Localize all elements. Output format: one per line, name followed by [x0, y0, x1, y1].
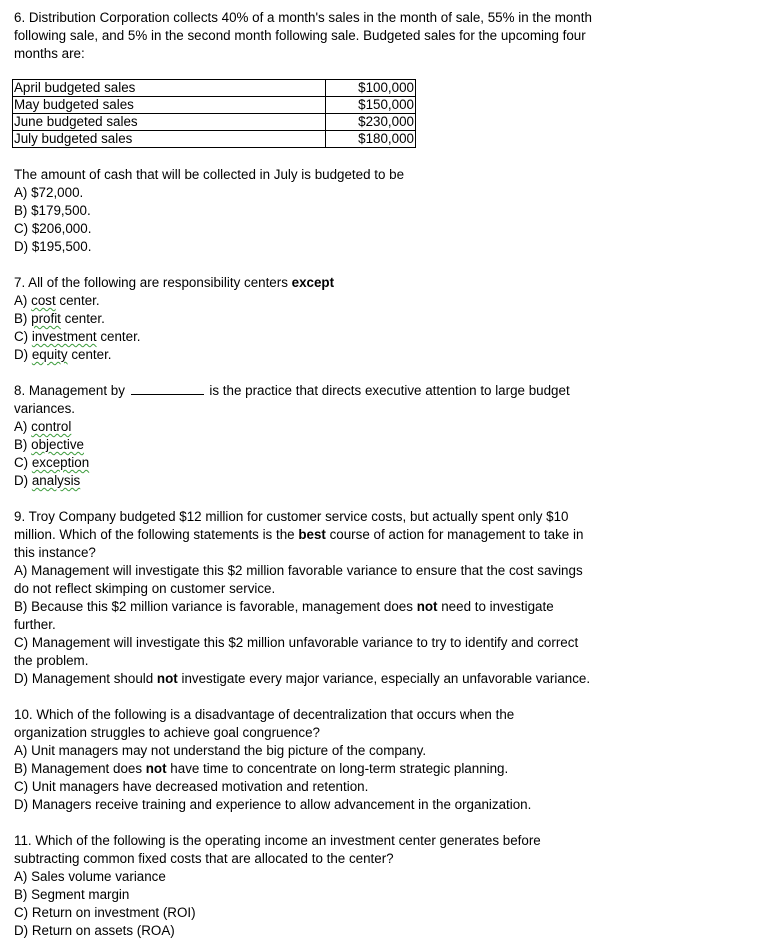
option-letter: B) — [14, 437, 32, 452]
q8-stem-line-2: variances. — [14, 401, 76, 416]
option-rest: center. — [67, 347, 112, 362]
option-emphasis: not — [416, 599, 438, 614]
option-text: B) Because this $2 million variance is favorable, management does — [14, 599, 417, 614]
q9-option-d — [14, 670, 714, 688]
option-rest: center. — [55, 293, 100, 308]
row-label: June budgeted sales — [13, 114, 326, 131]
table-row — [13, 80, 416, 97]
question-11 — [14, 832, 714, 940]
q6-option-a: A) $72,000. — [14, 185, 84, 200]
row-value: $230,000 — [326, 114, 416, 131]
q11-option-b: B) Segment margin — [14, 887, 130, 902]
q8-stem-start: 8. Management by — [14, 383, 125, 398]
option-text: D) Management should — [14, 671, 157, 686]
q9-stem-line-2 — [14, 526, 714, 544]
option-letter: D) — [14, 347, 32, 362]
row-label: May budgeted sales — [13, 97, 326, 114]
q7-option-a — [14, 292, 714, 310]
option-letter: C) — [14, 329, 32, 344]
q8-stem — [14, 382, 714, 400]
row-label: July budgeted sales — [13, 131, 326, 148]
fill-in-blank — [131, 382, 204, 395]
table-row — [13, 97, 416, 114]
question-8 — [14, 382, 714, 490]
option-text-end: need to investigate — [437, 599, 554, 614]
q6-question: The amount of cash that will be collected in July is budgeted to be — [14, 167, 405, 182]
q11-stem-line-1: 11. Which of the following is the operating income an investment center generates before — [14, 833, 541, 848]
question-9 — [14, 508, 714, 688]
budgeted-sales-table — [12, 79, 416, 148]
q6-stem-line-3: months are: — [14, 46, 85, 61]
row-value: $150,000 — [326, 97, 416, 114]
option-text-end: have time to concentrate on long-term strategic planning. — [166, 761, 509, 776]
row-value: $100,000 — [326, 80, 416, 97]
q9-stem-text-end: course of action for management to take in — [325, 527, 584, 542]
q9-stem-line-3: this instance? — [14, 545, 96, 560]
q9-option-c-line-2: the problem. — [14, 653, 89, 668]
q9-option-b-line-2: further. — [14, 617, 56, 632]
q10-option-b — [14, 760, 714, 778]
option-emphasis: not — [156, 671, 178, 686]
option-word: cost — [31, 293, 56, 308]
q7-option-b — [14, 310, 714, 328]
option-word: investment — [31, 329, 97, 344]
q7-option-c — [14, 328, 714, 346]
q9-stem-text: million. Which of the following statements is the — [14, 527, 299, 542]
q9-stem-emphasis: best — [298, 527, 326, 542]
q9-option-a-line-2: do not reflect skimping on customer service. — [14, 581, 276, 596]
row-label: April budgeted sales — [13, 80, 326, 97]
q8-option-b — [14, 436, 714, 454]
option-word: profit — [31, 311, 61, 326]
question-10 — [14, 706, 714, 814]
option-rest: center. — [96, 329, 141, 344]
q7-option-d — [14, 346, 714, 364]
q6-option-c: C) $206,000. — [14, 221, 92, 236]
q10-option-a: A) Unit managers may not understand the big picture of the company. — [14, 743, 427, 758]
option-emphasis: not — [145, 761, 167, 776]
q7-stem-text: 7. All of the following are responsibility centers — [14, 275, 292, 290]
q11-option-c: C) Return on investment (ROI) — [14, 905, 196, 920]
option-letter: B) — [14, 311, 32, 326]
option-word: objective — [31, 437, 84, 452]
option-letter: D) — [14, 473, 32, 488]
q10-stem-line-2: organization struggles to achieve goal congruence? — [14, 725, 320, 740]
option-letter: C) — [14, 455, 32, 470]
option-word: equity — [31, 347, 68, 362]
q6-stem-line-1: 6. Distribution Corporation collects 40% of a month's sales in the month of sale, 55% in the month — [14, 10, 592, 25]
q9-stem-line-1: 9. Troy Company budgeted $12 million for customer service costs, but actually spent only $10 — [14, 509, 569, 524]
q11-option-a: A) Sales volume variance — [14, 869, 166, 884]
q8-option-c — [14, 454, 714, 472]
q11-stem-line-2: subtracting common fixed costs that are allocated to the center? — [14, 851, 394, 866]
question-7 — [14, 274, 714, 364]
option-word: analysis — [31, 473, 81, 488]
q6-stem-line-2: following sale, and 5% in the second month following sale. Budgeted sales for the upcoming four — [14, 28, 586, 43]
q9-option-c-line-1: C) Management will investigate this $2 million unfavorable variance to try to identify and correct — [14, 635, 579, 650]
row-value: $180,000 — [326, 131, 416, 148]
option-word: control — [31, 419, 72, 434]
q10-option-d: D) Managers receive training and experience to allow advancement in the organization. — [14, 797, 532, 812]
document-page — [14, 9, 714, 940]
q10-stem-line-1: 10. Which of the following is a disadvantage of decentralization that occurs when the — [14, 707, 515, 722]
q8-stem-end: is the practice that directs executive attention to large budget — [209, 383, 570, 398]
q8-option-a — [14, 418, 714, 436]
q6-option-b: B) $179,500. — [14, 203, 91, 218]
question-6 — [14, 9, 714, 256]
option-letter: A) — [14, 419, 32, 434]
table-row — [13, 114, 416, 131]
q8-option-d — [14, 472, 714, 490]
q9-option-b-line-1 — [14, 598, 714, 616]
option-rest: center. — [60, 311, 105, 326]
option-text: B) Management does — [14, 761, 146, 776]
q11-option-d: D) Return on assets (ROA) — [14, 923, 175, 938]
q9-option-a-line-1: A) Management will investigate this $2 million favorable variance to ensure that the cost savings — [14, 563, 583, 578]
table-row — [13, 131, 416, 148]
option-word: exception — [31, 455, 90, 470]
q7-stem-emphasis: except — [291, 275, 335, 290]
q10-option-c: C) Unit managers have decreased motivation and retention. — [14, 779, 369, 794]
option-text-end: investigate every major variance, especially an unfavorable variance. — [177, 671, 591, 686]
q6-option-d: D) $195,500. — [14, 239, 92, 254]
option-letter: A) — [14, 293, 32, 308]
q7-stem — [14, 274, 714, 292]
